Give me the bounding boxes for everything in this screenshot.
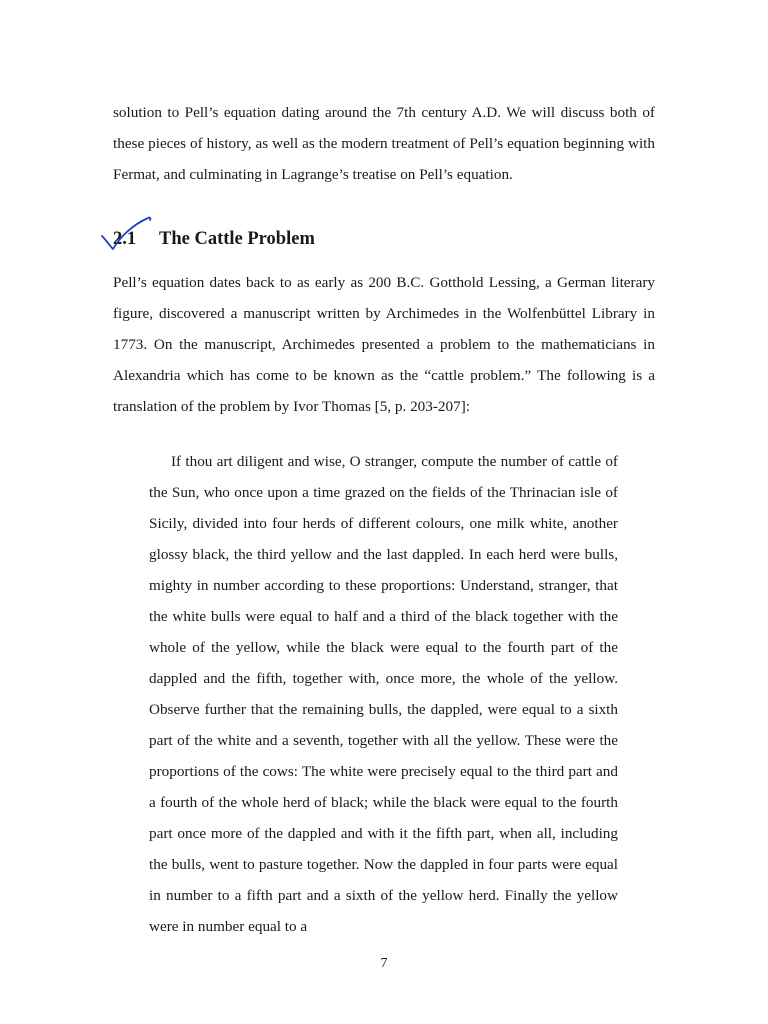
section-number: 2.1 (113, 229, 137, 249)
block-quote: If thou art diligent and wise, O stranger, compute the number of cattle of the Sun, who once upon a time grazed on the fields of the Thrinacian isle of Sicily, divided into four herds of different colours, one milk white, another glossy black, the third yellow and the last dappled. In each herd were bulls, mighty in number according to these proportions: Understand, stranger, that the white bulls were equal to half and a third of the black together with the whole of the yellow, while the black were equal to the fourth part of the dappled and the fifth, together with, once more, the whole of the yellow. Observe further that the remaining bulls, the dappled, were equal to a sixth part of the white and a seventh, together with all the yellow. These were the proportions of the cows: The white were precisely equal to the third part and a fourth of the whole herd of black; while the black were equal to the fourth part once more of the dappled and with it the fifth part, when all, including the bulls, went to pasture together. Now the dappled in four parts were equal in number to a fifth part and a sixth of the yellow herd. Finally the yellow were in number equal to a (149, 453, 618, 935)
handwritten-check-mark-icon (100, 214, 160, 256)
intro-paragraph: solution to Pell’s equation dating around the 7th century A.D. We will discuss both of these pieces of history, as well as the modern treatment of Pell’s equation beginning with Fermat, and culminating in Lagrange’s treatise on Pell’s equation. (113, 104, 655, 183)
body-paragraph: Pell’s equation dates back to as early as 200 B.C. Gotthold Lessing, a German literary figure, discovered a manuscript written by Archimedes in the Wolfenbüttel Library in 1773. On the manuscript, Archimedes presented a problem to the mathematicians in Alexandria which has come to be known as the “cattle problem.” The following is a translation of the problem by Ivor Thomas [5, p. 203-207]: (113, 274, 655, 415)
page-number: 7 (380, 956, 388, 971)
section-title: The Cattle Problem (159, 229, 315, 249)
